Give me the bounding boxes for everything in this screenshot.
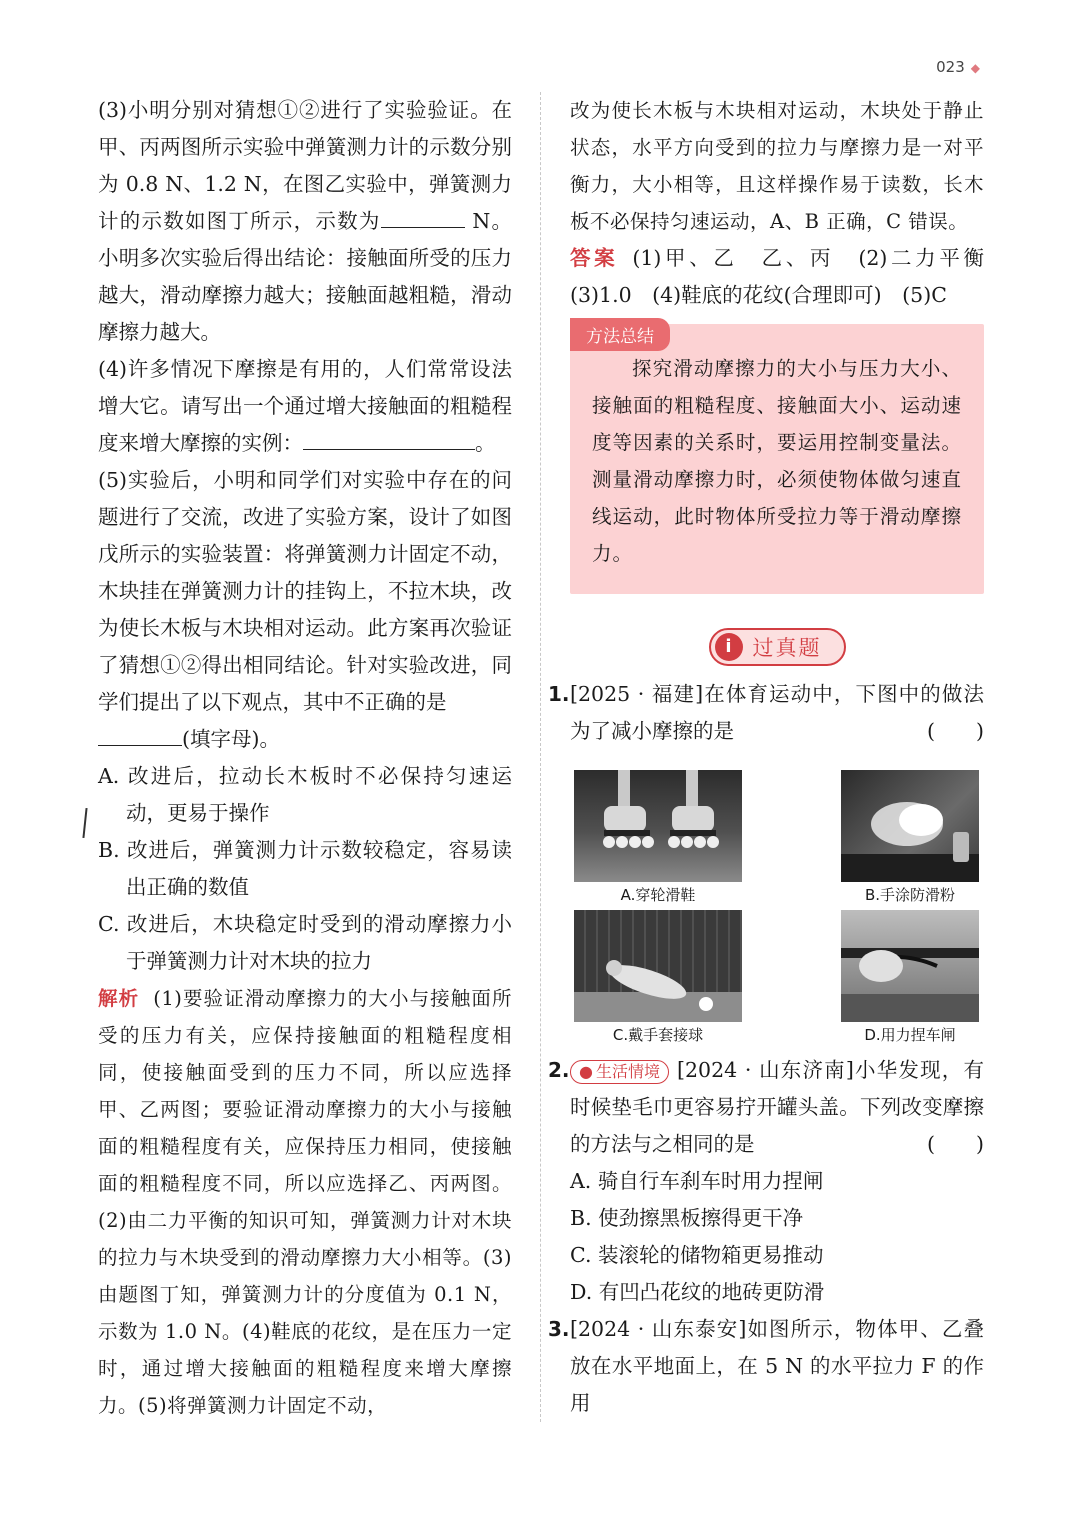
column-divider (540, 92, 541, 1422)
answer-paren[interactable]: ( ) (927, 1132, 984, 1156)
question-3 (548, 1311, 984, 1422)
option-b: B. 改进后，弹簧测力计示数较稳定，容易读出正确的数值 (98, 838, 512, 899)
right-column (548, 92, 1005, 1422)
option-c: C. 改进后，木块稳定时受到的滑动摩擦力小于弹簧测力计对木块的拉力 (98, 912, 512, 973)
question-2: 2. ● 生活情境 [2024 · 山东济南]小华发现，有时候垫毛巾更容易拧开罐头盖。下列改变摩擦的方法与之相同的是 ( ) A. 骑自行车刹车时用力捏闸 B. 使劲擦黑板擦得更干净 C. 装滚轮的储物箱更易推动 D. 有凹凸花纹的地砖更防滑 (570, 1052, 984, 1311)
summary-label: 方法总结 (570, 318, 670, 351)
image-option-d[interactable] (840, 910, 980, 1048)
q2-option-b: B. 使劲擦黑板擦得更干净 (570, 1206, 804, 1230)
question-4-part: (4)许多情况下摩擦是有用的，人们常常设法增大它。请写出一个通过增大接触面的粗糙程度来增大摩擦的实例： 。 (98, 357, 512, 455)
goalkeeper-photo (574, 910, 742, 1022)
roller-skates-photo (574, 770, 742, 882)
caption-d: D.用力捏车闸 (864, 1026, 956, 1044)
section-title: 过真题 (752, 636, 822, 660)
summary-text: 探究滑动摩擦力的大小与压力大小、接触面的粗糙程度、接触面大小、运动速度等因素的关系时，要运用控制变量法。测量滑动摩擦力时，必须使物体做匀速直线运动，此时物体所受拉力等于滑动摩擦力。 (592, 357, 962, 565)
question-number: 1. (548, 682, 570, 706)
answer-paren[interactable]: ( ) (927, 719, 984, 743)
image-option-a[interactable] (574, 770, 742, 908)
caption-b: B.手涂防滑粉 (864, 886, 956, 904)
section-banner (570, 628, 984, 666)
answer-blank[interactable] (98, 721, 182, 746)
chalk-hands-photo (841, 770, 979, 882)
life-context-badge: ● 生活情境 (570, 1060, 669, 1084)
page-number: 023 ◆ (936, 58, 980, 76)
diamond-icon: ◆ (970, 61, 980, 75)
question-1-images (574, 770, 980, 1048)
answer-label: 答案 (570, 246, 619, 270)
answer-blank[interactable] (381, 203, 465, 228)
method-summary-box (570, 324, 984, 594)
info-icon: i (715, 633, 743, 661)
image-option-c[interactable] (574, 910, 742, 1048)
caption-c: C.戴手套接球 (612, 1026, 704, 1044)
question-5-part: (5)实验后，小明和同学们对实验中存在的问题进行了交流，改进了实验方案，设计了如图戊所示的实验装置：将弹簧测力计固定不动，木块挂在弹簧测力计的挂钩上，不拉木块，改为使长木板与木块相对运动。此方案再次验证了猜想①②得出相同结论。针对实验改进，同学们提出了以下观点，其中不正确的是 (填字母)。 (98, 468, 512, 751)
option-a: A. 改进后，拉动长木板时不必保持匀速运动，更易于操作 (98, 764, 512, 825)
explanation: 解析 (1)要验证滑动摩擦力的大小与接触面所受的压力有关，应保持接触面的粗糙程度相同，使接触面受到的压力不同，所以应选择甲、乙两图；要验证滑动摩擦力的大小与接触面的粗糙程度有关，应保持压力相同，使接触面的粗糙程度不同，所以应选择乙、丙两图。(2)由二力平衡的知识可知，弹簧测力计对木块的拉力与木块受到的滑动摩擦力大小相等。(3)由题图丁知，弹簧测力计的分度值为 0.1 N，示数为 1.0 N。(4)鞋底的花纹，是在压力一定时，通过增大接触面的粗糙程度来增大摩擦力。(5)将弹簧测力计固定不动， (98, 987, 512, 1417)
caption-a: A.穿轮滑鞋 (620, 886, 696, 904)
answer-blank[interactable] (303, 425, 475, 450)
question-number: 3. (548, 1317, 570, 1341)
bike-brake-photo (841, 910, 979, 1022)
question-3-text: [2024 · 山东泰安]如图所示，物体甲、乙叠放在水平地面上，在 5 N 的水平拉力 F 的作用 (570, 1317, 984, 1415)
q2-option-c: C. 装滚轮的储物箱更易推动 (570, 1243, 824, 1267)
question-1: 1. [2025 · 福建]在体育运动中，下图中的做法为了减小摩擦的是 ( ) A.穿轮滑鞋 B.手涂防滑粉 C.戴手套接球 D.用力捏车闸 (570, 676, 984, 1048)
question-3-part: (3)小明分别对猜想①②进行了实验验证。在甲、丙两图所示实验中弹簧测力计的示数分别为 0.8 N、1.2 N，在图乙实验中，弹簧测力计的示数如图丁所示，示数为 N。小明多次实验后得出结论：接触面所受的压力越大，滑动摩擦力越大；接触面越粗糙，滑动摩擦力越大。 (98, 98, 512, 344)
question-number: 2. (548, 1058, 570, 1082)
q2-option-d: D. 有凹凸花纹的地砖更防滑 (570, 1280, 825, 1304)
explanation-label: 解析 (98, 987, 140, 1010)
explanation-continued: 改为使长木板与木块相对运动，木块处于静止状态，水平方向受到的拉力与摩擦力是一对平衡力，大小相等，且这样操作易于读数，长木板不必保持匀速运动，A、B 正确，C 错误。 (570, 99, 984, 233)
left-column (98, 92, 512, 1424)
location-pin-icon: ● (579, 1062, 593, 1081)
answer: 答案 (1)甲、乙 乙、丙 (2)二力平衡 (3)1.0 (4)鞋底的花纹(合理即可) (5)C (570, 246, 1005, 307)
q2-option-a: A. 骑自行车刹车时用力捏闸 (570, 1169, 824, 1193)
image-option-b[interactable] (840, 770, 980, 908)
pen-mark (82, 808, 87, 838)
